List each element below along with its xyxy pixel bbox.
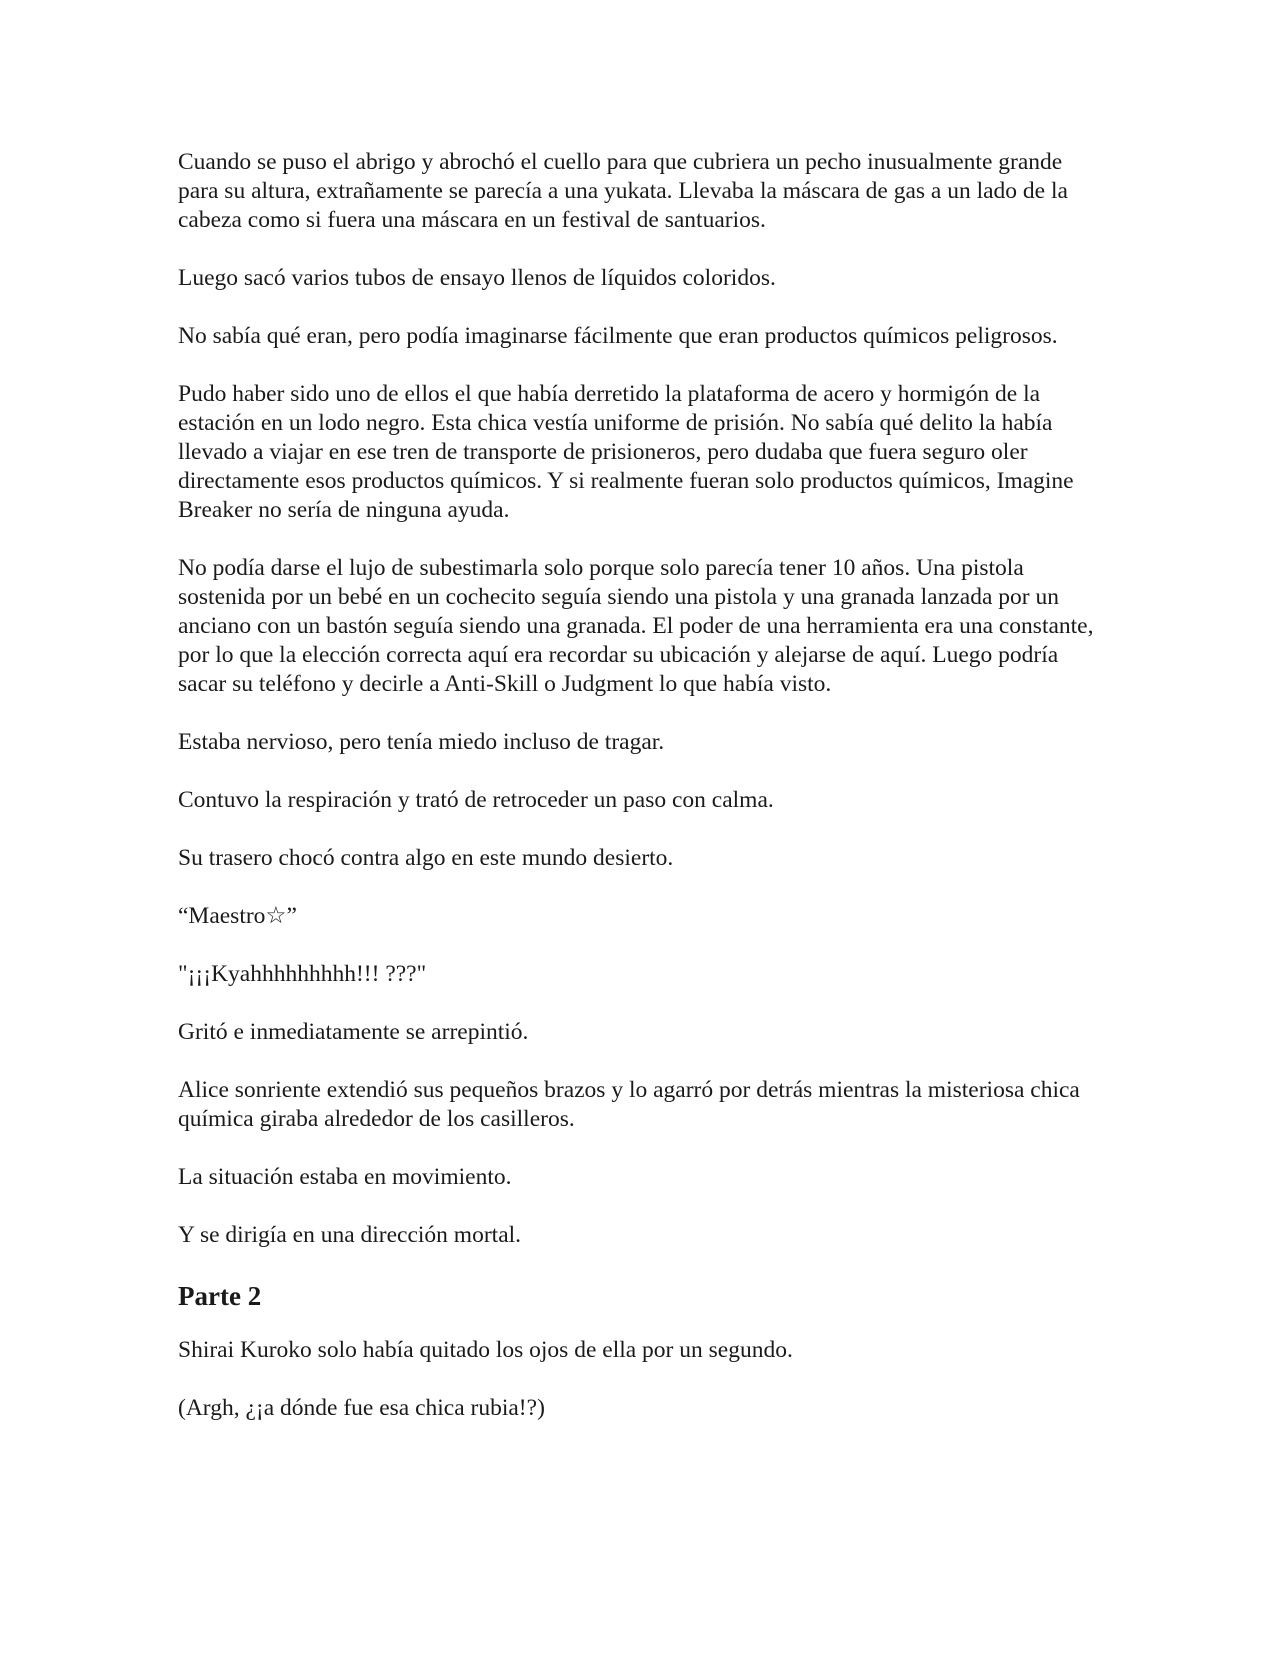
paragraph: La situación estaba en movimiento. <box>178 1164 512 1190</box>
paragraph: No podía darse el lujo de subestimarla solo porque solo parecía tener 10 años. Una pistola sostenida por un bebé en un cochecito seguía siendo una pistola y una granada lanzada por un anciano con un bastón seguía siendo una granada. El poder de una herramienta era una constante, por lo que la elección correcta aquí era recordar su ubicación y alejarse de aquí. Luego podría sacar su teléfono y decirle a Anti-Skill o Judgment lo que había visto. <box>178 555 1094 697</box>
paragraph: No sabía qué eran, pero podía imaginarse fácilmente que eran productos químicos peligrosos. <box>178 323 1058 349</box>
paragraph: Su trasero chocó contra algo en este mundo desierto. <box>178 845 674 871</box>
dialogue-line: “Maestro☆” <box>178 903 297 929</box>
paragraph: Pudo haber sido uno de ellos el que había derretido la plataforma de acero y hormigón de la estación en un lodo negro. Esta chica vestía uniforme de prisión. No sabía qué delito la había llevado a viajar en ese tren de transporte de prisioneros, pero dudaba que fuera seguro oler directamente esos productos químicos. Y si realmente fueran solo productos químicos, Imagine Breaker no sería de ninguna ayuda. <box>178 381 1074 523</box>
section-heading: Parte 2 <box>178 1281 262 1311</box>
paragraph: Luego sacó varios tubos de ensayo llenos de líquidos coloridos. <box>178 265 776 291</box>
document-page <box>178 148 1108 1452</box>
paragraph: Contuvo la respiración y trató de retroceder un paso con calma. <box>178 787 774 813</box>
paragraph: Cuando se puso el abrigo y abrochó el cuello para que cubriera un pecho inusualmente grande para su altura, extrañamente se parecía a una yukata. Llevaba la máscara de gas a un lado de la cabeza como si fuera una máscara en un festival de santuarios. <box>178 149 1068 233</box>
paragraph: Gritó e inmediatamente se arrepintió. <box>178 1019 529 1045</box>
paragraph: Alice sonriente extendió sus pequeños brazos y lo agarró por detrás mientras la misteriosa chica química giraba alrededor de los casilleros. <box>178 1077 1080 1132</box>
paragraph: Shirai Kuroko solo había quitado los ojos de ella por un segundo. <box>178 1337 793 1363</box>
paragraph: (Argh, ¿¡a dónde fue esa chica rubia!?) <box>178 1395 545 1421</box>
dialogue-line: "¡¡¡Kyahhhhhhhhh!!! ???" <box>178 961 427 987</box>
paragraph: Estaba nervioso, pero tenía miedo incluso de tragar. <box>178 729 665 755</box>
paragraph: Y se dirigía en una dirección mortal. <box>178 1222 522 1248</box>
